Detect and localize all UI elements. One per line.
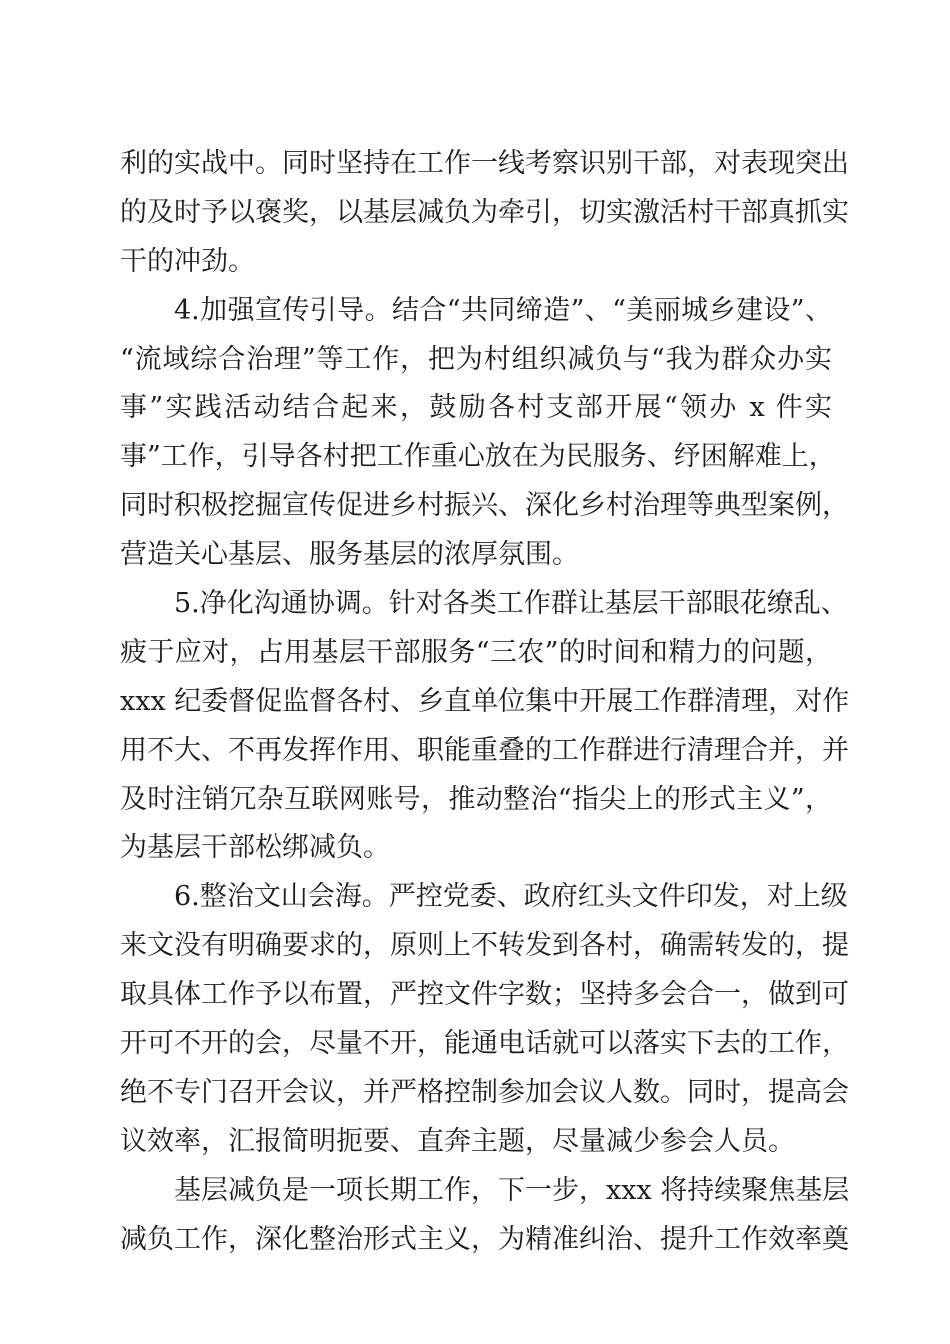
text-line: 干的冲劲。 bbox=[120, 245, 255, 277]
text-line: “流域综合治理”等工作，把为村组织减负与“我为群众办实 bbox=[120, 343, 832, 375]
text-line: 营造关心基层、服务基层的浓厚氛围。 bbox=[120, 539, 579, 571]
text-line: 疲于应对，占用基层干部服务“三农”的时间和精力的问题， bbox=[120, 636, 832, 668]
paragraph-first-line: 4.加强宣传引导。结合“共同缔造”、“美丽城乡建设”、 bbox=[174, 294, 832, 326]
text-line: 事”实践活动结合起来，鼓励各村支部开展“领办 x 件实 bbox=[120, 392, 832, 424]
text-line: 及时注销冗杂互联网账号，推动整治“指尖上的形式主义”， bbox=[120, 783, 832, 815]
document-body bbox=[120, 140, 850, 1264]
paragraph-first-line: 基层减负是一项长期工作，下一步，xxx 将持续聚焦基层 bbox=[174, 1174, 850, 1206]
text-line: 减负工作，深化整治形式主义，为精准纠治、提升工作效率奠 bbox=[120, 1223, 849, 1255]
text-line: 同时积极挖掘宣传促进乡村振兴、深化乡村治理等典型案例， bbox=[120, 490, 849, 522]
text-line: 利的实战中。同时坚持在工作一线考察识别干部，对表现突出 bbox=[120, 148, 849, 179]
text-line: 的及时予以褒奖，以基层减负为牵引，切实激活村干部真抓实 bbox=[120, 196, 849, 228]
text-line: 事”工作，引导各村把工作重心放在为民服务、纾困解难上， bbox=[120, 441, 836, 473]
text-line: 用不大、不再发挥作用、职能重叠的工作群进行清理合并，并 bbox=[120, 734, 849, 766]
text-line: 取具体工作予以布置，严控文件字数；坚持多会合一，做到可 bbox=[120, 979, 849, 1011]
text-line: 绝不专门召开会议，并严格控制参加会议人数。同时，提高会 bbox=[120, 1076, 849, 1108]
text-line: 开可不开的会，尽量不开，能通电话就可以落实下去的工作， bbox=[120, 1028, 849, 1060]
text-line: 议效率，汇报简明扼要、直奔主题，尽量减少参会人员。 bbox=[120, 1125, 795, 1157]
text-line: 为基层干部松绑减负。 bbox=[120, 832, 390, 864]
paragraph-first-line: 6.整治文山会海。严控党委、政府红头文件印发，对上级 bbox=[174, 881, 848, 913]
paragraph-first-line: 5.净化沟通协调。针对各类工作群让基层干部眼花缭乱、 bbox=[174, 588, 848, 620]
text-line: 来文没有明确要求的，原则上不转发到各村，确需转发的，提 bbox=[120, 930, 849, 962]
text-line: xxx 纪委督促监督各村、乡直单位集中开展工作群清理，对作 bbox=[120, 685, 850, 717]
